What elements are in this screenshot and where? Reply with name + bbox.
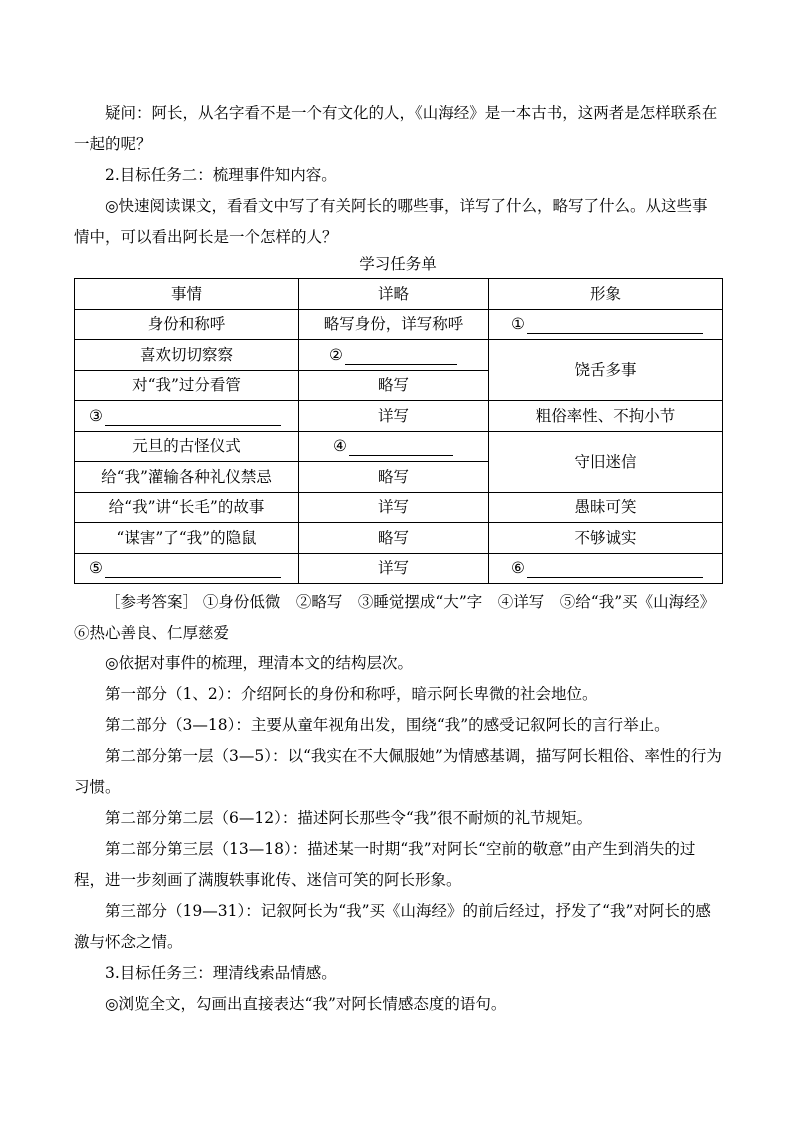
image-cell <box>489 309 723 340</box>
event-cell: 给“我”讲“长毛”的故事 <box>75 492 299 523</box>
detail-cell: 略写 <box>299 523 489 554</box>
image-cell <box>489 553 723 584</box>
image-cell: 守旧迷信 <box>489 431 723 492</box>
event-cell: 身份和称呼 <box>75 309 299 340</box>
table-row <box>75 309 723 340</box>
header-image: 形象 <box>489 279 723 310</box>
event-cell: 给“我”灌输各种礼仪禁忌 <box>75 462 299 493</box>
detail-cell: 略写 <box>299 370 489 401</box>
question-paragraph: 疑问：阿长，从名字看不是一个有文化的人，《山海经》是一本古书，这两者是怎样联系在一起的呢？ <box>74 104 718 153</box>
header-event: 事情 <box>75 279 299 310</box>
detail-cell: 略写 <box>299 462 489 493</box>
part-three: 第三部分（19—31）：记叙阿长为“我”买《山海经》的前后经过，抒发了“我”对阿长的感激与怀念之情。 <box>74 902 711 951</box>
part-two-layer-one: 第二部分第一层（3—5）：以“我实在不大佩服她”为情感基调，描写阿长粗俗、率性的行为习惯。 <box>74 747 722 796</box>
part-two-layer-two: 第二部分第二层（6—12）：描述阿长那些令“我”很不耐烦的礼节规矩。 <box>105 809 593 827</box>
blank-number: ③ <box>89 406 103 425</box>
reference-answer: ［参考答案］ ①身份低微 ②略写 ③睡觉摆成“大”字 ④详写 ⑤给“我”买《山海经》 ⑥热心善良、仁厚慈爱 <box>74 593 723 642</box>
event-cell: 元旦的古怪仪式 <box>75 431 299 462</box>
image-cell: 不够诚实 <box>489 523 723 554</box>
fill-blank-line <box>105 561 281 578</box>
detail-cell <box>299 431 489 462</box>
detail-cell: 略写身份，详写称呼 <box>299 309 489 340</box>
event-cell: 喜欢切切察察 <box>75 340 299 371</box>
table-row <box>75 431 723 462</box>
part-one: 第一部分（1、2）：介绍阿长的身份和称呼，暗示阿长卑微的社会地位。 <box>105 685 598 703</box>
table-row <box>75 492 723 523</box>
table-row <box>75 340 723 371</box>
blank-number: ② <box>329 345 343 364</box>
fill-blank-line <box>349 439 453 456</box>
detail-cell: 详写 <box>299 492 489 523</box>
image-cell: 饶舌多事 <box>489 340 723 401</box>
fill-blank-line <box>105 409 281 426</box>
table-row <box>75 401 723 432</box>
browse-instruction: ◎浏览全文，勾画出直接表达“我”对阿长情感态度的语句。 <box>105 995 507 1013</box>
table-row <box>75 523 723 554</box>
detail-cell <box>299 340 489 371</box>
detail-cell: 详写 <box>299 553 489 584</box>
table-header-row <box>75 279 723 310</box>
task-table <box>74 278 723 584</box>
event-cell <box>75 401 299 432</box>
blank-number: ⑤ <box>89 559 103 578</box>
reading-instruction: ◎快速阅读课文，看看文中写了有关阿长的哪些事，详写了什么，略写了什么。从这些事情中，可以看出阿长是一个怎样的人？ <box>74 197 708 246</box>
task-three-heading: 3.目标任务三：理清线索品情感。 <box>105 964 337 982</box>
part-two-layer-three: 第二部分第三层（13—18）：描述某一时期“我”对阿长“空前的敬意”由产生到消失的过程，进一步刻画了满腹轶事讹传、迷信可笑的阿长形象。 <box>74 840 696 889</box>
header-detail: 详略 <box>299 279 489 310</box>
fill-blank-line <box>527 317 703 334</box>
structure-instruction: ◎依据对事件的梳理，理清本文的结构层次。 <box>105 654 414 672</box>
blank-number: ④ <box>333 437 347 456</box>
event-cell <box>75 553 299 584</box>
blank-number: ① <box>511 315 525 334</box>
event-cell: 对“我”过分看管 <box>75 370 299 401</box>
image-cell: 粗俗率性、不拘小节 <box>489 401 723 432</box>
event-cell: “谋害”了“我”的隐鼠 <box>75 523 299 554</box>
table-row <box>75 553 723 584</box>
task-two-heading: 2.目标任务二：梳理事件知内容。 <box>105 166 337 184</box>
part-two: 第二部分（3—18）：主要从童年视角出发，围绕“我”的感受记叙阿长的言行举止。 <box>105 716 670 734</box>
detail-cell: 详写 <box>299 401 489 432</box>
image-cell: 愚昧可笑 <box>489 492 723 523</box>
table-caption: 学习任务单 <box>359 255 437 273</box>
fill-blank-line <box>345 348 457 365</box>
fill-blank-line <box>527 561 703 578</box>
blank-number: ⑥ <box>511 559 525 578</box>
